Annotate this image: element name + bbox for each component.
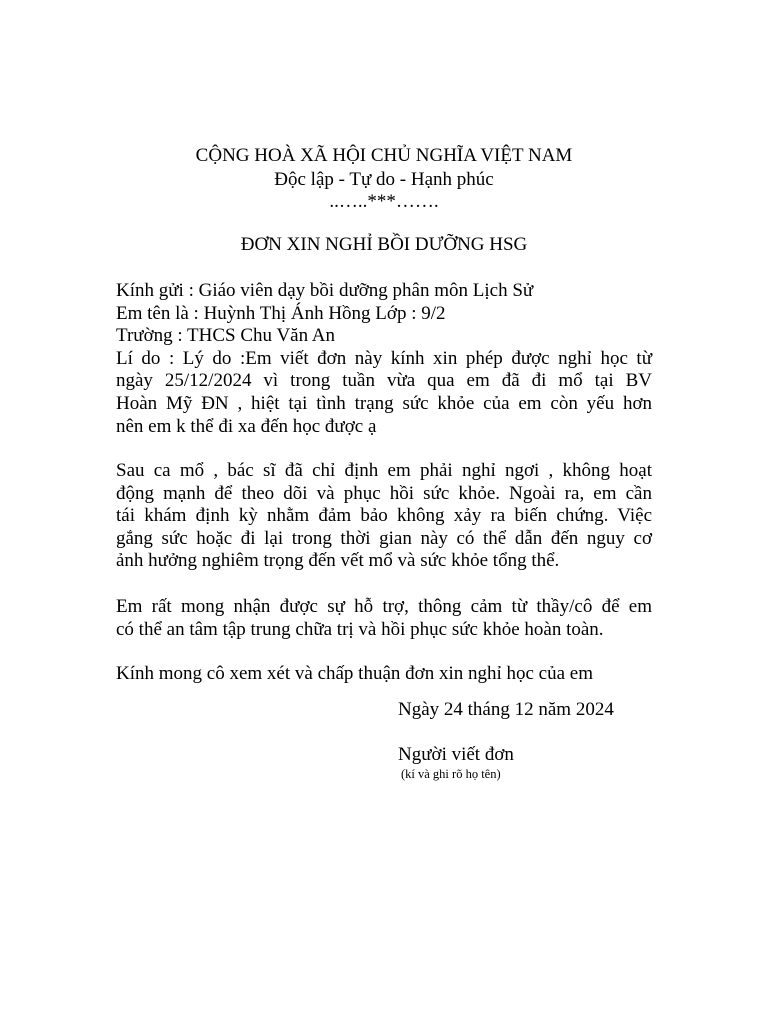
reason-line: Lí do : Lý do :Em viết đơn này kính xin phép được nghỉ học từ [116,347,652,369]
reason-line: ngày 25/12/2024 vì trong tuần vừa qua em đã đi mổ tại BV [116,370,652,392]
paragraph-line: Em rất mong nhận được sự hỗ trợ, thông cảm từ thầy/cô để em [116,596,652,617]
paragraph-line: động mạnh để theo dõi và phục hồi sức khỏe. Ngoài ra, em cần [116,482,652,504]
signature-date: Ngày 24 tháng 12 năm 2024 [398,699,614,720]
closing-line: Kính mong cô xem xét và chấp thuận đơn xin nghỉ học của em [116,663,594,684]
school-line: Trường : THCS Chu Văn An [116,325,336,347]
name-line: Em tên là : Huỳnh Thị Ánh Hồng Lớp : 9/2 [116,302,446,324]
paragraph-line: ảnh hưởng nghiêm trọng đến vết mổ và sức khỏe tổng thể. [116,550,560,572]
paragraph-line: gắng sức hoặc đi lại trong thời gian này có thể dẫn đến nguy cơ [116,527,652,549]
info-fields [116,280,652,438]
motto-heading: Độc lập - Tự do - Hạnh phúc [274,169,494,190]
reason-line: Hoàn Mỹ ĐN , hiệt tại tình trạng sức khỏe của em còn yếu hơn [116,392,652,414]
paragraph-line: có thể an tâm tập trung chữa trị và hồi phục sức khỏe hoàn toàn. [116,618,604,640]
paragraph-line: tái khám định kỳ nhằm đảm bảo không xảy ra biến chứng. Việc [116,505,652,527]
paragraph-medical [116,460,652,573]
signature-writer: Người viết đơn [398,744,514,765]
reason-line: nên em k thể đi xa đến học được ạ [116,415,377,437]
document-title: ĐƠN XIN NGHỈ BỒI DƯỠNG HSG [240,234,528,255]
header-divider: ..…..***……. [329,191,439,212]
paragraph-line: Sau ca mổ , bác sĩ đã chỉ định em phải nghỉ ngơi , không hoạt [116,460,652,481]
country-heading: CỘNG HOÀ XÃ HỘI CHỦ NGHĨA VIỆT NAM [195,145,573,166]
signature-note: (kí và ghi rõ họ tên) [401,767,501,781]
paragraph-request [116,596,652,641]
recipient-line: Kính gửi : Giáo viên dạy bồi dưỡng phân môn Lịch Sử [116,280,534,301]
